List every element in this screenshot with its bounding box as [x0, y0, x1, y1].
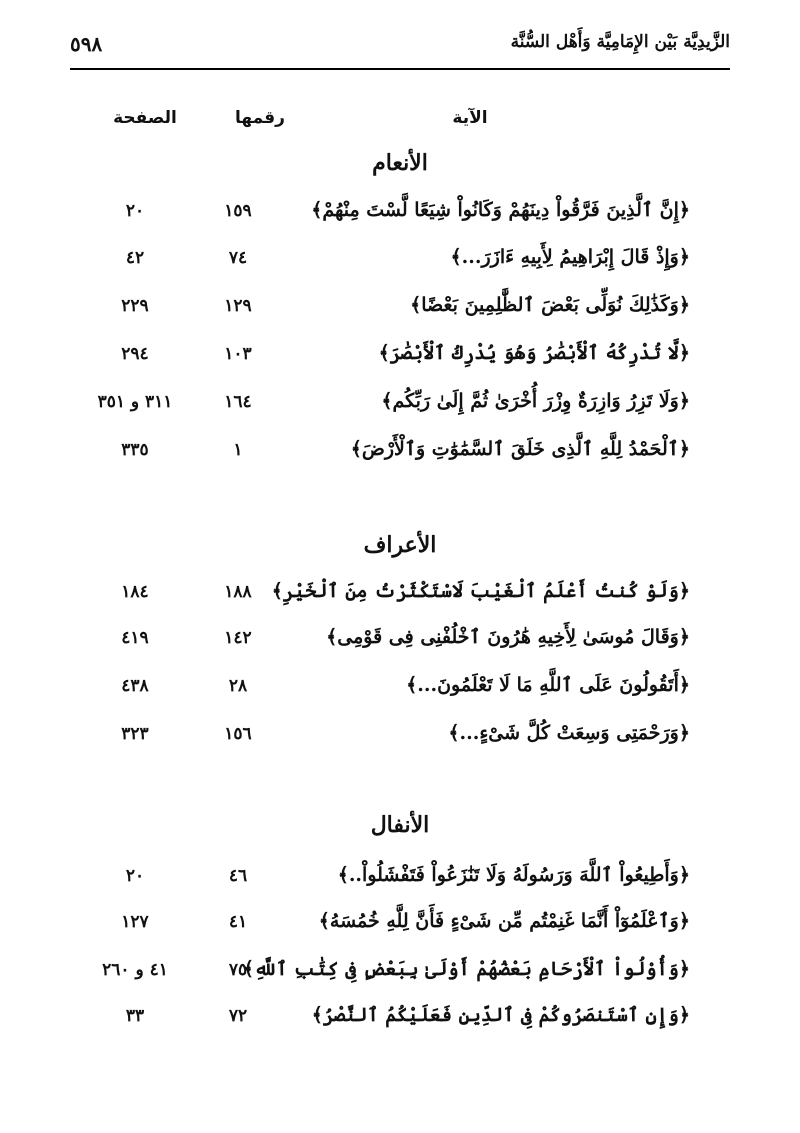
verse-text: ﴿وَإِذْ قَالَ إِبْرَاهِيمُ لِأَبِيهِ ءَازَرَ...﴾: [450, 246, 690, 268]
verse-number: ١٥٦: [224, 724, 252, 744]
page-ref: ٣١١ و ٣٥١: [97, 392, 173, 412]
header-rule: [70, 68, 730, 70]
verse-number: ١٢٩: [224, 296, 252, 316]
verse-text: ﴿وَأُوْلُواْ ٱلْأَرْحَامِ بَعْضُهُمْ أَوْلَىٰ بِبَعْضٍ فِى كِتَٰبِ ٱللَّهِ﴾: [242, 958, 690, 980]
page-ref: ٣٢٣: [121, 724, 149, 744]
verse-number: ٧٤: [228, 248, 248, 268]
table-row: [40, 956, 690, 996]
page-ref: ١٨٤: [121, 582, 149, 602]
table-row: [40, 672, 690, 712]
verse-text: ﴿وَإِنِ ٱسْتَنصَرُوكُمْ فِى ٱلدِّينِ فَعَلَيْكُمُ ٱلنَّصْرُ﴾: [311, 1004, 690, 1026]
verse-number: ٤٦: [228, 866, 248, 886]
surah-title-anfal: الأنفال: [370, 812, 430, 838]
verse-text: ﴿وَلَا تَزِرُ وَازِرَةٌ وِزْرَ أُخْرَىٰ ثُمَّ إِلَىٰ رَبِّكُم﴾: [381, 390, 690, 412]
verse-text: ﴿لَّا تُدْرِكُهُ ٱلْأَبْصَٰرُ وَهُوَ يُدْرِكُ ٱلْأَبْصَٰرَ﴾: [378, 342, 690, 364]
column-headers: [70, 108, 730, 138]
verse-text: ﴿وَٱعْلَمُوٓاْ أَنَّمَا غَنِمْتُم مِّن شَىْءٍ فَأَنَّ لِلَّهِ خُمُسَهُ﴾: [318, 910, 690, 932]
book-title: الزَّيدِيَّة بَيْن الإِمَامِيَّة وَأَهْل السُّنَّة: [510, 32, 730, 52]
verse-text: ﴿ٱلْحَمْدُ لِلَّهِ ٱلَّذِى خَلَقَ ٱلسَّمَٰوَٰتِ وَٱلْأَرْضَ﴾: [350, 438, 690, 460]
page-ref: ٢٠: [125, 201, 145, 221]
page-ref: ٤٢: [125, 248, 145, 268]
page-ref: ٢٠: [125, 866, 145, 886]
table-row: [40, 436, 690, 476]
column-header-page: الصفحة: [113, 108, 177, 128]
verse-number: ١: [233, 440, 243, 460]
verse-number: ٤١: [228, 912, 248, 932]
table-row: [40, 388, 690, 428]
column-header-aya: الآية: [452, 108, 488, 128]
verse-number: ١٨٨: [224, 582, 252, 602]
page-ref: ١٢٧: [121, 912, 149, 932]
verse-text: ﴿وَكَذَٰلِكَ نُوَلِّى بَعْضَ ٱلظَّٰلِمِينَ بَعْضًا﴾: [410, 294, 690, 316]
page-ref: ٣٣: [125, 1006, 145, 1026]
verse-text: ﴿أَتَقُولُونَ عَلَى ٱللَّهِ مَا لَا تَعْلَمُونَ...﴾: [406, 674, 690, 696]
page-ref: ٢٢٩: [121, 296, 149, 316]
verse-number: ٧٥: [228, 960, 248, 980]
column-header-number: رقمها: [235, 108, 285, 128]
page-number: ٥٩٨: [70, 32, 103, 56]
verse-number: ٢٨: [228, 676, 248, 696]
verse-text: ﴿وَأَطِيعُواْ ٱللَّهَ وَرَسُولَهُ وَلَا تَنَٰزَعُواْ فَتَفْشَلُواْ..﴾: [337, 864, 690, 886]
table-row: [40, 340, 690, 380]
table-row: [40, 720, 690, 760]
table-row: [40, 862, 690, 902]
verse-text: ﴿وَرَحْمَتِى وَسِعَتْ كُلَّ شَىْءٍ...﴾: [448, 722, 690, 744]
verse-number: ١٤٢: [224, 628, 252, 648]
page-ref: ٣٣٥: [121, 440, 149, 460]
table-row: [40, 578, 690, 618]
table-row: [40, 908, 690, 948]
verse-number: ١٠٣: [224, 344, 252, 364]
page-ref: ٤٣٨: [121, 676, 149, 696]
verse-text: ﴿إِنَّ ٱلَّذِينَ فَرَّقُواْ دِينَهُمْ وَكَانُواْ شِيَعًا لَّسْتَ مِنْهُمْ﴾: [311, 199, 690, 221]
verse-text: ﴿وَلَوْ كُنتُ أَعْلَمُ ٱلْغَيْبَ لَاسْتَكْثَرْتُ مِنَ ٱلْخَيْرِ﴾: [271, 580, 690, 602]
verse-number: ١٥٩: [224, 201, 252, 221]
verse-text: ﴿وَقَالَ مُوسَىٰ لِأَخِيهِ هَٰرُونَ ٱخْلُفْنِى فِى قَوْمِى﴾: [326, 626, 690, 648]
page-ref: ٢٩٤: [121, 344, 149, 364]
table-row: [40, 197, 690, 237]
page-ref: ٤١ و ٢٦٠: [102, 960, 168, 980]
table-row: [40, 1002, 690, 1042]
verse-number: ١٦٤: [224, 392, 252, 412]
surah-title-anam: الأنعام: [372, 150, 428, 176]
table-row: [40, 624, 690, 664]
page-ref: ٤١٩: [121, 628, 149, 648]
verse-number: ٧٢: [228, 1006, 248, 1026]
page-header: [70, 30, 730, 70]
surah-title-araf: الأعراف: [363, 532, 437, 558]
table-row: [40, 292, 690, 332]
table-row: [40, 244, 690, 284]
